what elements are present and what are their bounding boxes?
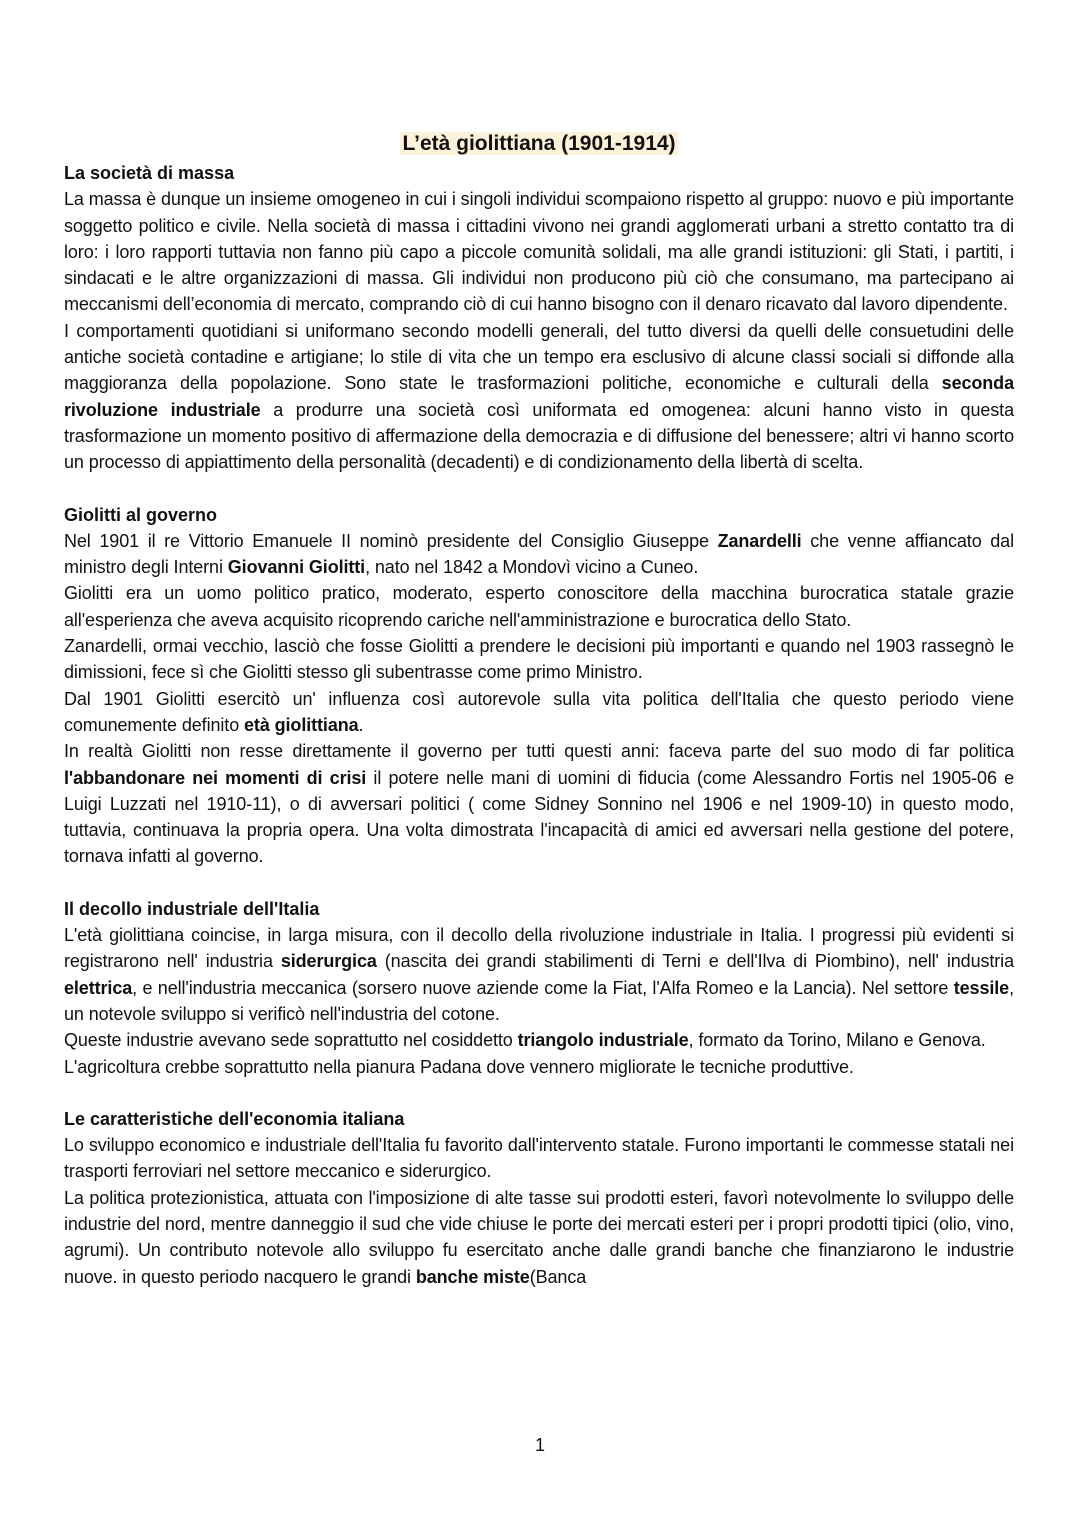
text-run: , e nell'industria meccanica (sorsero nuove aziende come la Fiat, l'Alfa Romeo e la Lancia). Nel settore (132, 977, 954, 998)
bold-text: triangolo industriale (517, 1030, 689, 1051)
paragraph (64, 686, 1014, 739)
paragraph (64, 318, 1014, 476)
section (64, 896, 1014, 1080)
paragraph (64, 1027, 1014, 1053)
paragraph (64, 528, 1014, 581)
paragraph (64, 186, 1014, 317)
section-heading: Il decollo industriale dell'Italia (64, 898, 320, 919)
bold-text: Zanardelli (717, 530, 802, 551)
document-title (64, 128, 1014, 160)
section-heading: Giolitti al governo (64, 504, 218, 525)
text-run: L'età giolittiana coincise, in larga misura, con il decollo della rivoluzione industriale in Italia. I progressi più evidenti si registrarono nell' industria (64, 925, 1014, 972)
document-title-text: L’età giolittiana (1901-1914) (402, 132, 676, 155)
section (64, 1106, 1014, 1290)
text-run: il potere nelle mani di uomini di fiducia (come Alessandro Fortis nel 1905-06 e Luigi Luzzati nel 1910-11), o di avversari politici ( come Sidney Sonnino nel 1906 e nel 1909-10) in questo modo, tuttavia, continuava la propria opera. Una volta dimostrata l'incapacità di amici ed avversari nella gestione del potere, tornava infatti al governo. (64, 767, 1014, 867)
paragraph (64, 580, 1014, 633)
document-body (64, 160, 1014, 1290)
bold-text: l'abbandonare nei momenti di crisi (64, 767, 367, 788)
text-run: L'agricoltura crebbe soprattutto nella pianura Padana dove vennero migliorate le tecniche produttive. (64, 1056, 854, 1077)
text-run: Dal 1901 Giolitti esercitò un' influenza così autorevole sulla vita politica dell'Italia che questo periodo viene comunemente definito (64, 688, 1014, 735)
section (64, 160, 1014, 476)
bold-text: seconda rivoluzione industriale (64, 373, 1014, 420)
text-run: I comportamenti quotidiani si uniformano secondo modelli generali, del tutto diversi da quelli delle consuetudini delle antiche società contadine e artigiane; lo stile di vita che un tempo era esclusivo di alcune classi sociali si diffonde alla maggioranza della popolazione. Sono state le trasformazioni politiche, economiche e culturali della (64, 320, 1014, 394)
text-run: Lo sviluppo economico e industriale dell'Italia fu favorito dall'intervento statale. Furono importanti le commesse statali nei trasporti ferroviari nel settore meccanico e siderurgico. (64, 1135, 1014, 1182)
section-heading: Le caratteristiche dell'economia italiana (64, 1108, 405, 1129)
bold-text: elettrica (64, 977, 133, 998)
bold-text: Giovanni Giolitti (227, 557, 366, 578)
text-run: Zanardelli, ormai vecchio, lasciò che fosse Giolitti a prendere le decisioni più importanti e quando nel 1903 rassegnò le dimissioni, fece sì che Giolitti stesso gli subentrasse come primo Ministro. (64, 636, 1014, 683)
text-run: (Banca (529, 1266, 587, 1287)
section-heading: La società di massa (64, 163, 235, 183)
paragraph (64, 1054, 1014, 1080)
text-run: , formato da Torino, Milano e Genova. (688, 1030, 986, 1051)
section (64, 502, 1014, 870)
text-run: La massa è dunque un insieme omogeneo in cui i singoli individui scompaiono rispetto al gruppo: nuovo e più importante soggetto politico e civile. Nella società di massa i cittadini vivono nei grandi agglomerati urbani a stretto contatto tra di loro: i loro rapporti tuttavia non fanno più capo a piccole comunità solidali, ma alle grandi istituzioni: gli Stati, i partiti, i sindacati e le altre organizzazioni di massa. Gli individui non producono più ciò che consumano, ma partecipano ai meccanismi dell’economia di mercato, comprando ciò di cui hanno bisogno con il denaro ricavato dal lavoro dipendente. (64, 189, 1014, 315)
text-run: a produrre una società così uniformata ed omogenea: alcuni hanno visto in questa trasformazione un momento positivo di affermazione della democrazia e di diffusione del benessere; altri vi hanno scorto un processo di appiattimento della personalità (decadenti) e di condizionamento della libertà di scelta. (64, 399, 1014, 473)
text-run: . (358, 714, 364, 735)
paragraph (64, 1132, 1014, 1185)
paragraph (64, 633, 1014, 686)
text-run: che venne affiancato dal ministro degli Interni (64, 530, 1014, 578)
text-run: Queste industrie avevano sede soprattutto nel cosiddetto (64, 1030, 518, 1051)
bold-text: tessile (953, 977, 1010, 998)
text-run: Giolitti era un uomo politico pratico, moderato, esperto conoscitore della macchina burocratica statale grazie all'esperienza che aveva acquisito ricoprendo cariche nell'amministrazione e burocratica dello Stato. (64, 583, 1014, 630)
text-run: , nato nel 1842 a Mondovì vicino a Cuneo. (365, 557, 699, 578)
text-run: La politica protezionistica, attuata con l'imposizione di alte tasse sui prodotti esteri, favorì notevolmente lo sviluppo delle industrie del nord, mentre danneggio il sud che vide chiuse le porte dei mercati esteri per i propri prodotti tipici (olio, vino, agrumi). Un contributo notevole allo sviluppo fu esercitato anche dalle grandi banche che finanziarono le industrie nuove. in questo periodo nacquero le grandi (64, 1187, 1014, 1287)
text-run: , un notevole sviluppo si verificò nell'industria del cotone. (64, 977, 1014, 1024)
bold-text: età giolittiana (244, 714, 359, 735)
bold-text: banche miste (415, 1266, 530, 1287)
paragraph (64, 1185, 1014, 1290)
text-run: (nascita dei grandi stabilimenti di Terni e dell'Ilva di Piombino), nell' industria (376, 951, 1014, 972)
text-run: In realtà Giolitti non resse direttamente il governo per tutti questi anni: faceva parte del suo modo di far politica (64, 741, 1014, 762)
text-run: Nel 1901 il re Vittorio Emanuele II nominò presidente del Consiglio Giuseppe (64, 530, 718, 551)
paragraph (64, 738, 1014, 869)
paragraph (64, 922, 1014, 1027)
page-number: 1 (534, 1435, 545, 1455)
document-page (64, 128, 1014, 1290)
bold-text: siderurgica (280, 951, 377, 972)
